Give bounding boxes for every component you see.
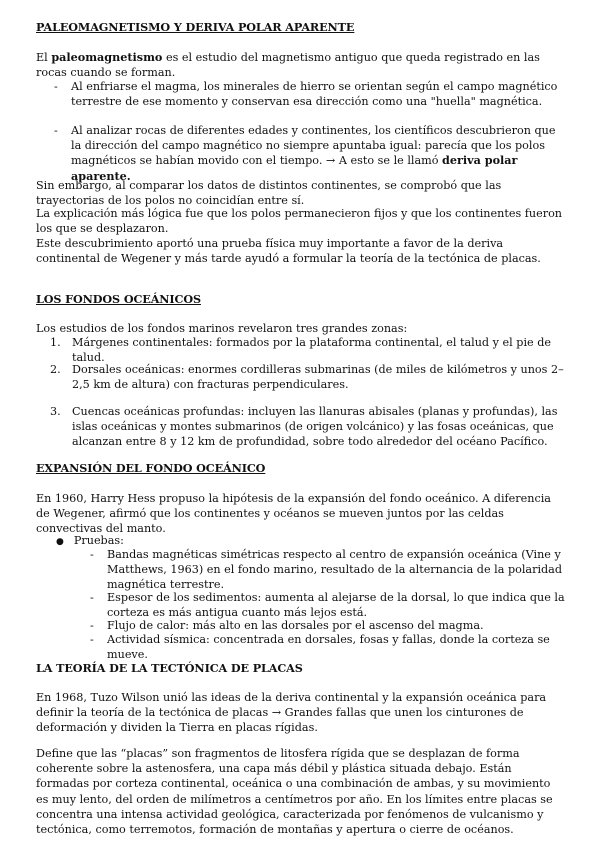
paragraph-fondos-intro: Los estudios de los fondos marinos revelaron tres grandes zonas: xyxy=(36,322,408,335)
list-item xyxy=(90,547,570,593)
list-item xyxy=(50,335,570,365)
dash-marker: - xyxy=(90,548,94,561)
list-item xyxy=(50,404,570,450)
list-item xyxy=(90,618,570,633)
bullet-marker: ● xyxy=(56,537,64,547)
heading-expansion: EXPANSIÓN DEL FONDO OCEÁNICO xyxy=(36,461,266,475)
list-number: 1. xyxy=(50,336,61,349)
list-item-text: Cuencas oceánicas profundas: incluyen las llanuras abisales (planas y profundas), las islas oceánicas y montes submarinos (de origen volcánico) y las fosas oceánicas, que alcanzan entre 8 y 12 km de profundidad, sobre todo alrededor del océano Pacífico. xyxy=(72,405,558,449)
list-item-text: Actividad sísmica: concentrada en dorsales, fosas y fallas, donde la corteza se mueve. xyxy=(107,633,550,662)
heading-tectonica: LA TEORÍA DE LA TECTÓNICA DE PLACAS xyxy=(36,661,303,675)
heading-paleomagnetismo: PALEOMAGNETISMO Y DERIVA POLAR APARENTE xyxy=(36,20,355,34)
dash-bold-term: deriva polar aparente. xyxy=(71,153,518,183)
list-number: 3. xyxy=(50,405,61,418)
dash-item-deriva xyxy=(54,123,564,184)
dash-text-a: Al analizar rocas de diferentes edades y continentes, los científicos descubrieron que la dirección del campo magnético no siempre apuntaba igual: parecía que los polos magnéticos se habían movido con el tiempo. → A esto se le llamó xyxy=(71,124,556,168)
list-item-text: Bandas magnéticas simétricas respecto al centro de expansión oceánica (Vine y Matthews, 1963) en el fondo marino, resultado de la alternancia de la polaridad magnética terrestre. xyxy=(107,548,563,592)
dash-marker: - xyxy=(90,591,94,604)
bullet-text: Pruebas: xyxy=(73,534,124,547)
paragraph-sin-embargo: Sin embargo, al comparar los datos de distintos continentes, se comprobó que las trayectorias de los polos no coincidían entre sí. xyxy=(36,179,502,208)
intro-text-a: El xyxy=(36,51,52,64)
dash-item-text: Al enfriarse el magma, los minerales de hierro se orientan según el campo magnético terrestre de ese momento y conservan esa dirección como una "huella" magnética. xyxy=(71,80,558,109)
list-item xyxy=(50,362,570,392)
paragraph-explicacion: La explicación más lógica fue que los polos permanecieron fijos y que los continentes fueron los que se desplazaron. xyxy=(36,207,563,236)
intro-text-b: es el estudio del magnetismo antiguo que queda registrado en las rocas cuando se forman. xyxy=(36,51,540,80)
list-item-text: Márgenes continentales: formados por la plataforma continental, el talud y el pie de talud. xyxy=(72,336,551,365)
paragraph-hess: En 1960, Harry Hess propuso la hipótesis de la expansión del fondo oceánico. A diferencia de Wegener, afirmó que los continentes y océanos se mueven juntos por las celdas convectivas del manto. xyxy=(36,492,551,536)
list-item-text: Flujo de calor: más alto en las dorsales por el ascenso del magma. xyxy=(107,619,484,632)
paragraph-placas: Define que las “placas” son fragmentos de litosfera rígida que se desplazan de forma coherente sobre la astenosfera, una capa más débil y plástica situada debajo. Están formadas por corteza continental, oceánica o una combinación de ambas, y su movimiento es muy lento, del orden de milímetros a centímetros por año. En los límites entre placas se concentra una intensa actividad geológica, caracterizada por fenómenos de vulcanismo y tectónica, como terremotos, formación de montañas y apertura o cierre de océanos. xyxy=(36,747,553,837)
list-item-text: Dorsales oceánicas: enormes cordilleras submarinas (de miles de kilómetros y unos 2–2,5 km de altura) con fracturas perpendiculares. xyxy=(72,363,564,392)
dash-marker: - xyxy=(54,80,58,93)
paragraph-wilson: En 1968, Tuzo Wilson unió las ideas de la deriva continental y la expansión oceánica para definir la teoría de la tectónica de placas → Grandes fallas que unen los cinturones de deformación y dividen la Tierra en placas rígidas. xyxy=(36,691,547,735)
list-number: 2. xyxy=(50,363,61,376)
paragraph-descubrimiento: Este descubrimiento aportó una prueba física muy importante a favor de la deriva continental de Wegener y más tarde ayudó a formular la teoría de la tectónica de placas. xyxy=(36,237,541,266)
list-item xyxy=(90,632,570,662)
dash-marker: - xyxy=(54,124,58,137)
dash-marker: - xyxy=(90,619,94,632)
dash-item-text xyxy=(71,123,564,184)
intro-bold-term: paleomagnetismo xyxy=(51,50,163,64)
paragraph-paleomagnetismo-intro xyxy=(36,50,566,80)
list-item xyxy=(90,590,570,620)
list-item-text: Espesor de los sedimentos: aumenta al alejarse de la dorsal, lo que indica que la corteza es más antigua cuanto más lejos está. xyxy=(107,591,565,620)
heading-fondos-oceanicos: LOS FONDOS OCEÁNICOS xyxy=(36,292,201,306)
dash-marker: - xyxy=(90,633,94,646)
dash-item-magma xyxy=(54,79,564,109)
